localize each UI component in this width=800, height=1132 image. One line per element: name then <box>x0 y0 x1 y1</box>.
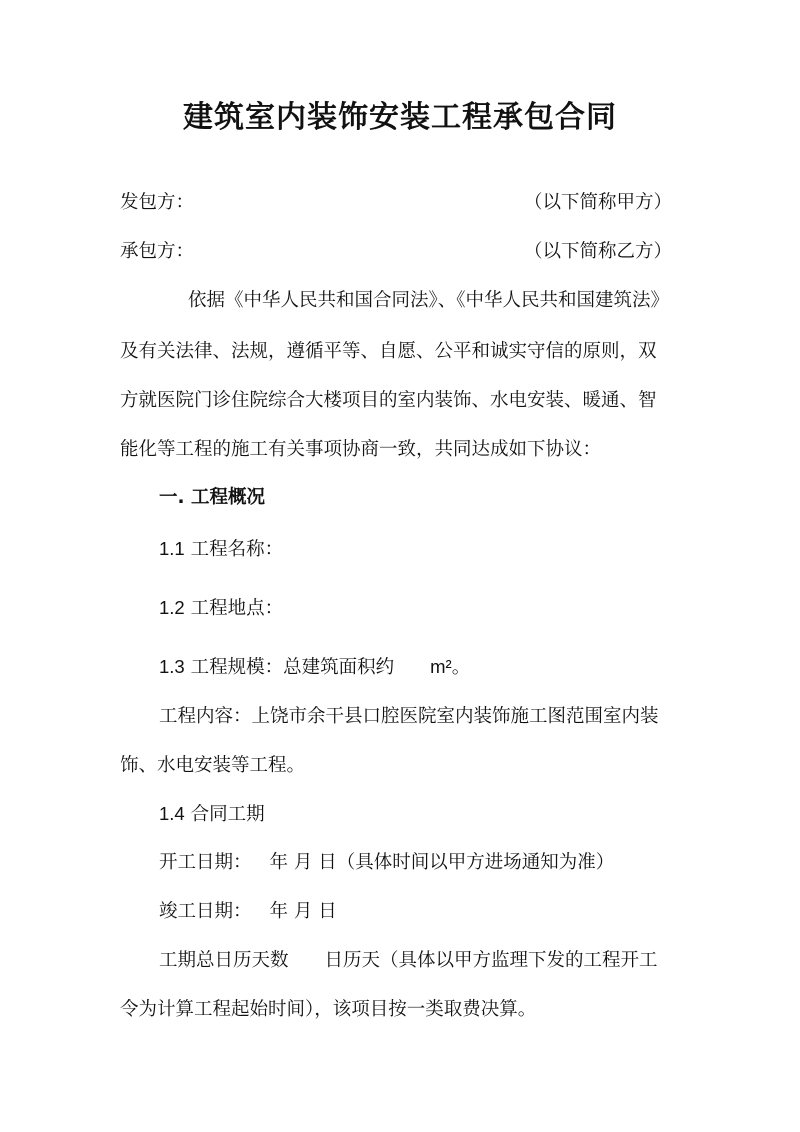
party-b-note: （以下简称乙方） <box>523 241 672 262</box>
area-unit: m²。 <box>430 656 471 677</box>
end-date-label: 竣工日期： <box>159 901 252 922</box>
party-a-note: （以下简称甲方） <box>523 192 672 213</box>
end-date-value: 年 月 日 <box>269 901 337 922</box>
intro-line-3: 方就医院门诊住院综合大楼项目的室内装饰、水电安装、暖通、智 <box>120 390 657 411</box>
intro-line-2: 及有关法律、法规，遵循平等、自愿、公平和诚实守信的原则，双 <box>120 341 657 362</box>
total-days-line-1 <box>159 949 658 973</box>
intro-line-1: 依据《中华人民共和国合同法》、《中华人民共和国建筑法》 <box>188 290 670 311</box>
item-text: 工程规模：总建筑面积约 <box>190 657 395 678</box>
total-days-text: 日历天（具体以甲方监理下发的工程开工 <box>324 950 658 971</box>
item-text: 工程名称： <box>190 539 284 560</box>
start-date-line <box>159 851 614 875</box>
item-project-name <box>159 537 283 562</box>
item-text: 工程地点： <box>190 598 284 619</box>
intro-line-4: 能化等工程的施工有关事项协商一致，共同达成如下协议： <box>120 439 602 460</box>
item-number: 1.4 <box>159 803 185 824</box>
party-b-label: 承包方： <box>120 241 195 262</box>
item-number: 1.1 <box>159 538 185 559</box>
item-project-location <box>159 596 283 621</box>
item-number: 1.2 <box>159 597 185 618</box>
item-contract-period <box>159 802 265 827</box>
start-date-label: 开工日期： <box>159 852 252 873</box>
party-a-label: 发包方： <box>120 192 195 213</box>
end-date-line <box>159 900 337 924</box>
item-text: 合同工期 <box>190 804 265 825</box>
total-days-line-2: 令为计算工程起始时间），该项目按一类取费决算。 <box>120 999 537 1020</box>
start-date-value: 年 月 日（具体时间以甲方进场通知为准） <box>269 852 615 873</box>
total-days-label: 工期总日历天数 <box>159 950 289 971</box>
content-line-2: 饰、水电安装等工程。 <box>120 755 306 776</box>
item-project-scale <box>159 655 470 680</box>
section-heading-overview: 一. 工程概况 <box>159 487 265 508</box>
content-line-1: 工程内容：上饶市余干县口腔医院室内装饰施工图范围室内装 <box>159 706 659 727</box>
document-title: 建筑室内装饰安装工程承包合同 <box>183 100 617 135</box>
item-number: 1.3 <box>159 656 185 677</box>
